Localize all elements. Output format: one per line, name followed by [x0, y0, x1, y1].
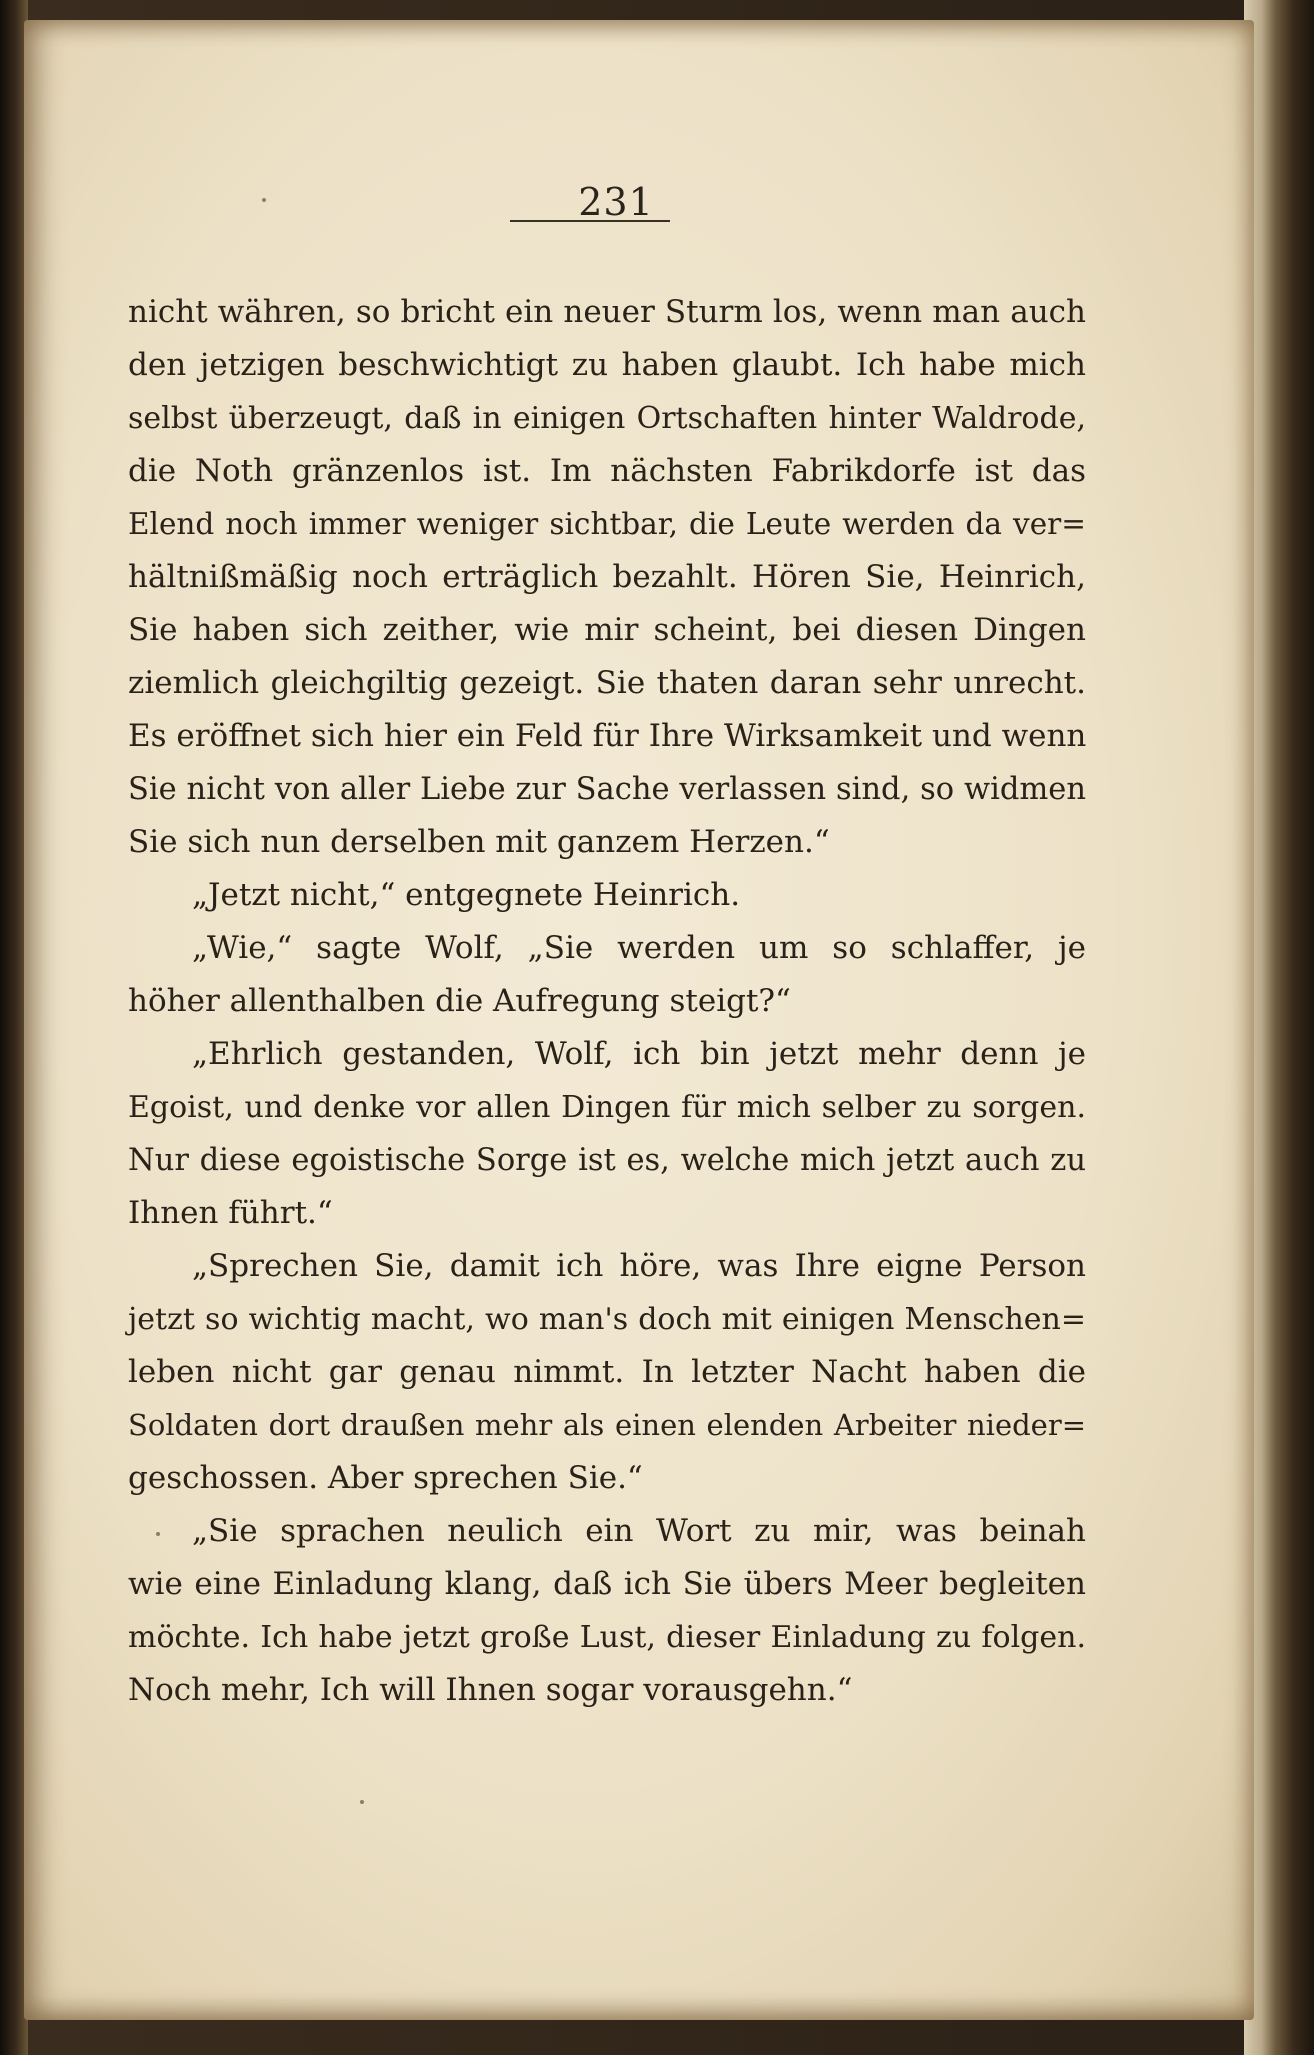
text-line: Sie sich nun derselben mit ganzem Herzen.“	[128, 824, 830, 860]
text-line: Nur diese egoistische Sorge ist es, welche mich jetzt auch zu	[128, 1143, 1086, 1178]
text-line: geschossen. Aber sprechen Sie.“	[128, 1460, 643, 1496]
text-line: Noch mehr, Ich will Ihnen sogar vorausgehn.“	[128, 1672, 853, 1708]
paper-speck	[360, 1800, 364, 1804]
text-line: Egoist, und denke vor allen Dingen für mich selber zu sorgen.	[128, 1090, 1086, 1125]
book-page	[24, 20, 1254, 2020]
body-text	[128, 286, 1086, 1717]
page-number: 231	[578, 180, 654, 224]
paper-speck	[262, 198, 266, 202]
text-line: leben nicht gar genau nimmt. In letzter Nacht haben die	[128, 1354, 1086, 1390]
text-line: jetzt so wichtig macht, wo man's doch mit einigen Menschen=	[128, 1302, 1086, 1337]
text-line: „Jetzt nicht,“ entgegnete Heinrich.	[192, 877, 741, 913]
text-line: möchte. Ich habe jetzt große Lust, dieser Einladung zu folgen.	[128, 1620, 1086, 1655]
text-line: wie eine Einladung klang, daß ich Sie übers Meer begleiten	[128, 1566, 1086, 1602]
text-line: die Noth gränzenlos ist. Im nächsten Fabrikdorfe ist das	[128, 453, 1086, 489]
paper-speck	[156, 1532, 160, 1536]
text-line: Soldaten dort draußen mehr als einen elenden Arbeiter nieder=	[128, 1408, 1086, 1442]
text-line: „Sprechen Sie, damit ich höre, was Ihre eigne Person	[192, 1248, 1086, 1284]
text-line: höher allenthalben die Aufregung steigt?“	[128, 983, 791, 1019]
text-line: „Wie,“ sagte Wolf, „Sie werden um so schlaffer, je	[192, 930, 1086, 966]
text-line: Sie haben sich zeither, wie mir scheint, bei diesen Dingen	[128, 612, 1086, 648]
text-line: „Sie sprachen neulich ein Wort zu mir, was beinah	[192, 1513, 1086, 1549]
text-line: Sie nicht von aller Liebe zur Sache verlassen sind, so widmen	[128, 772, 1086, 807]
text-line: hältnißmäßig noch erträglich bezahlt. Hören Sie, Heinrich,	[128, 559, 1086, 595]
text-line: Ihnen führt.“	[128, 1195, 333, 1231]
text-line: „Ehrlich gestanden, Wolf, ich bin jetzt mehr denn je	[192, 1036, 1086, 1072]
page-stack-edge	[1244, 0, 1314, 2055]
header-rule	[510, 220, 670, 222]
text-line: nicht währen, so bricht ein neuer Sturm los, wenn man auch	[128, 294, 1086, 330]
text-line: Es eröffnet sich hier ein Feld für Ihre Wirksamkeit und wenn	[128, 718, 1087, 754]
text-line: Elend noch immer weniger sichtbar, die Leute werden da ver=	[128, 507, 1086, 541]
text-line: ziemlich gleichgiltig gezeigt. Sie thaten daran sehr unrecht.	[128, 665, 1086, 701]
text-line: den jetzigen beschwichtigt zu haben glaubt. Ich habe mich	[128, 347, 1086, 383]
text-line: selbst überzeugt, daß in einigen Ortschaften hinter Waldrode,	[128, 401, 1086, 436]
